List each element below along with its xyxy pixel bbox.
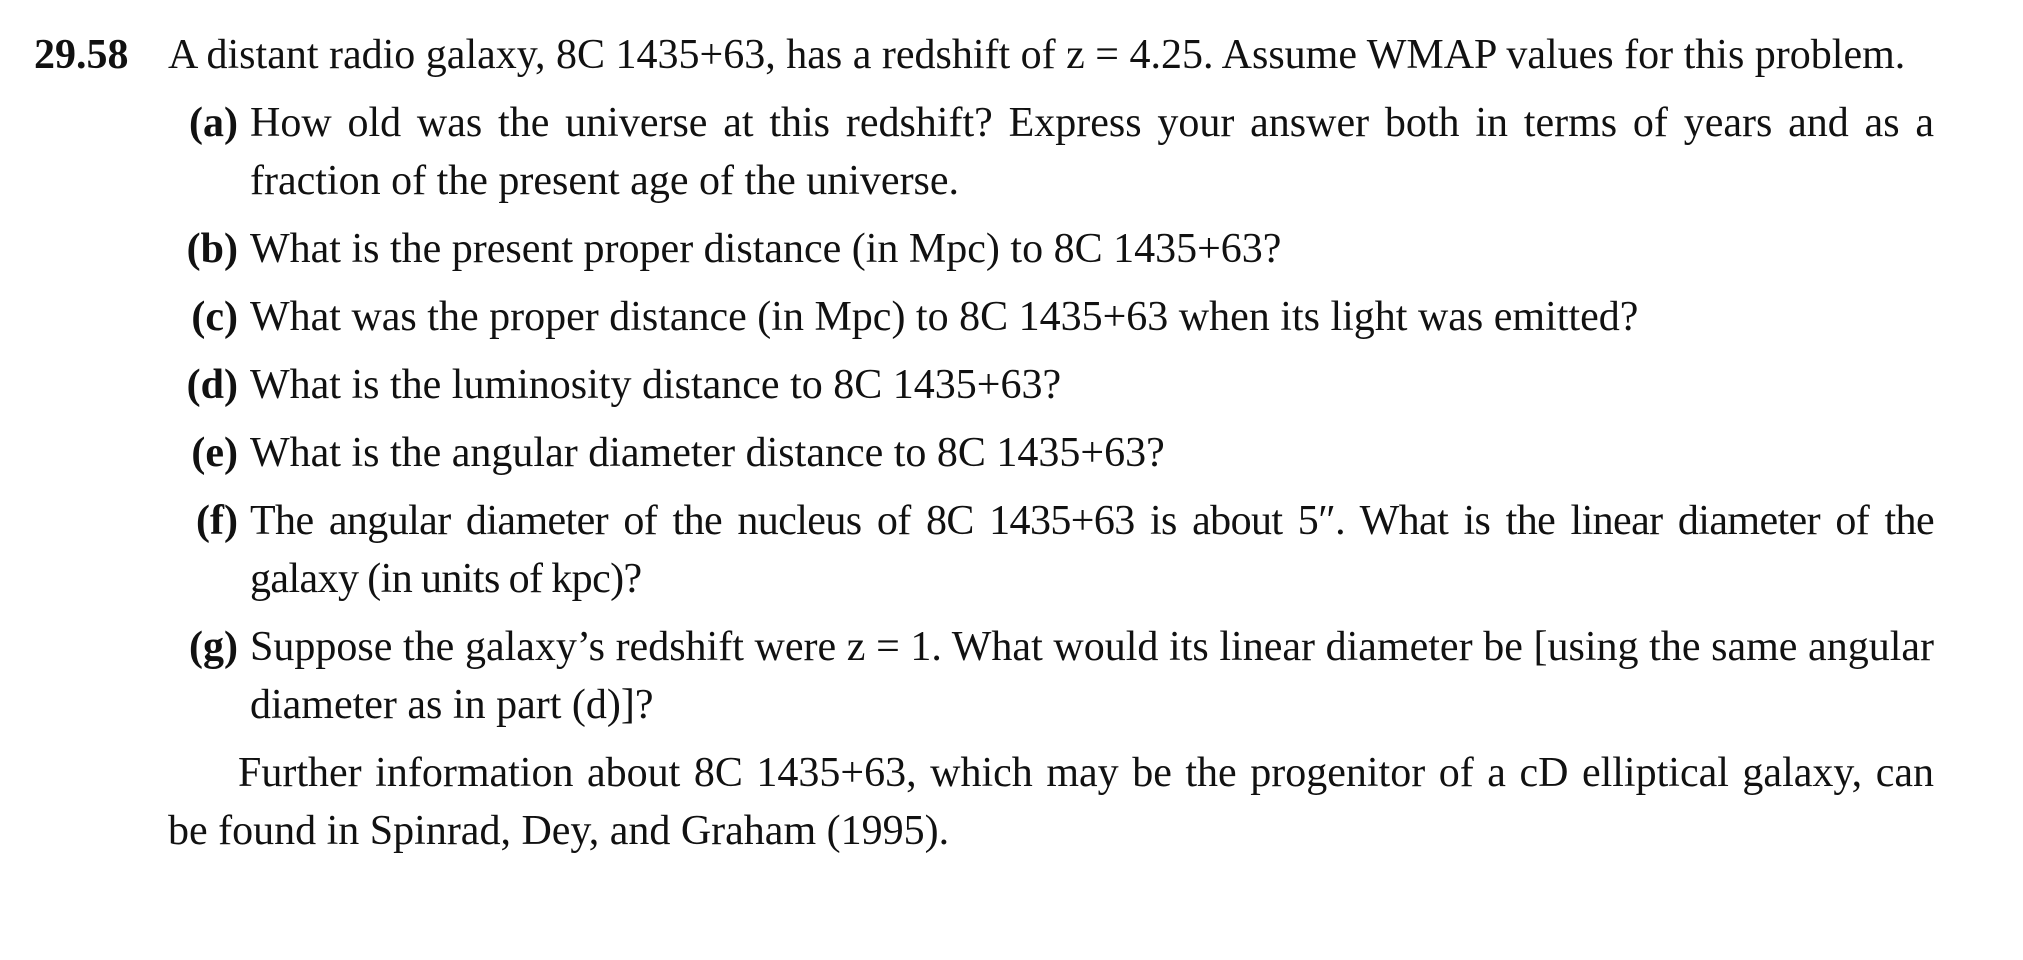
part-g xyxy=(168,618,1934,734)
part-a xyxy=(168,94,1934,210)
part-d xyxy=(168,356,1934,414)
part-text: The angular diameter of the nucleus of 8C 1435+63 is about 5″. What is the linear diameter of the galaxy (in units of kpc)? xyxy=(250,498,1934,602)
part-label: (f) xyxy=(196,498,238,544)
part-label: (b) xyxy=(186,226,238,272)
part-e xyxy=(168,424,1934,482)
part-label: (a) xyxy=(189,100,238,146)
part-text: What is the angular diameter distance to 8C 1435+63? xyxy=(250,430,1165,476)
part-f xyxy=(168,492,1934,608)
problem-intro: A distant radio galaxy, 8C 1435+63, has a redshift of z = 4.25. Assume WMAP values for this problem. xyxy=(168,32,1906,78)
closing-paragraph: Further information about 8C 1435+63, which may be the progenitor of a cD elliptical galaxy, can be found in Spinrad, Dey, and Graham (1995). xyxy=(168,750,1934,854)
problem-block xyxy=(34,26,1934,860)
part-text: What is the present proper distance (in Mpc) to 8C 1435+63? xyxy=(250,226,1282,272)
part-b xyxy=(168,220,1934,278)
part-text: What is the luminosity distance to 8C 1435+63? xyxy=(250,362,1062,408)
problem-number: 29.58 xyxy=(34,32,129,78)
part-label: (d) xyxy=(186,362,238,408)
part-label: (c) xyxy=(191,294,238,340)
part-text: Suppose the galaxy’s redshift were z = 1. What would its linear diameter be [using the same angular diameter as in part (d)]? xyxy=(250,624,1934,728)
part-label: (e) xyxy=(191,430,238,476)
problem-parts-list xyxy=(168,94,1934,734)
problem-header xyxy=(34,26,1934,84)
part-label: (g) xyxy=(189,624,238,670)
part-text: How old was the universe at this redshift? Express your answer both in terms of years and as a fraction of the present age of the universe. xyxy=(250,100,1934,204)
part-c xyxy=(168,288,1934,346)
part-text: What was the proper distance (in Mpc) to 8C 1435+63 when its light was emitted? xyxy=(250,294,1639,340)
